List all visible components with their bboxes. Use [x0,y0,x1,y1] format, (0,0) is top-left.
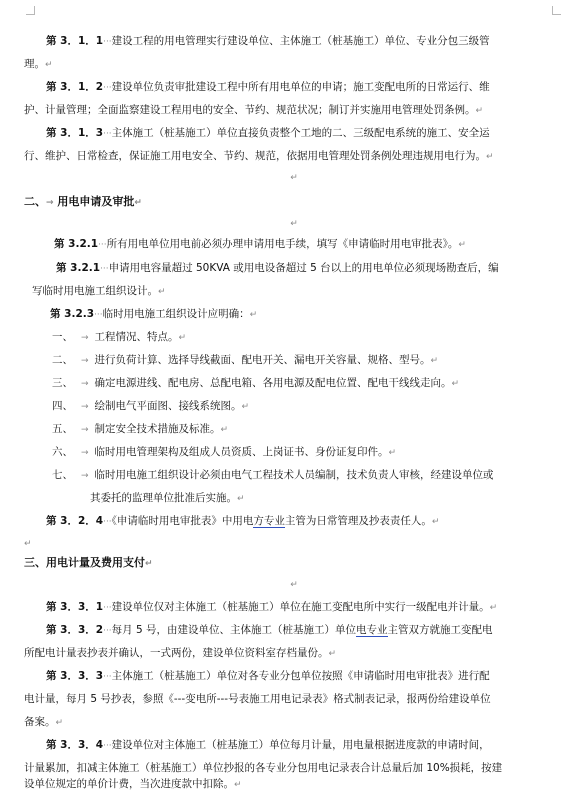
list-item: 二、 → 进行负荷计算、选择导线截面、配电开关、漏电开关容量、规格、型号。↵ [52,354,439,366]
paragraph-3-2-4: 第 3．2．4···《申请临时用电审批表》中用电方专业主管为日常管理及抄表责任人。↵ [46,515,440,527]
paragraph-3-3-2-cont: 所配电计量表抄表并确认，一式两份，建设单位资料室存档量份。↵ [24,647,337,659]
page-corner-mark [26,6,35,15]
paragraph-3-1-2-cont: 护、计量管理；全面监察建设工程用电的安全、节约、规范状况；制订并实施用电管理处罚条例。↵ [24,104,484,116]
paragraph-3-2-1-b-cont: 写临时用电施工组织设计。↵ [32,285,166,297]
empty-paragraph: ↵ [290,580,298,590]
empty-paragraph: ↵ [290,173,298,183]
list-item: 四、 → 绘制电气平面图、接线系统图。↵ [52,400,250,412]
paragraph-3-3-4: 第 3．3．4···建设单位对主体施工（桩基施工）单位每月计量，用电量根据进度款的申请时间， [46,739,490,751]
empty-paragraph: ↵ [24,539,32,549]
paragraph-3-3-3: 第 3．3．3···主体施工（桩基施工）单位对各专业分包单位按照《申请临时用电审批表》进行配 [46,670,490,682]
paragraph-3-1-3: 第 3．1．3···主体施工（桩基施工）单位直接负责整个工地的二、三级配电系统的施工、安全运 [46,127,490,139]
paragraph-3-1-3-cont: 行、维护、日常检查，保证施工用电安全、节约、规范，依据用电管理处罚条例处理违规用电行为。↵ [24,150,494,162]
paragraph-3-1-1: 第 3．1．1···建设工程的用电管理实行建设单位、主体施工（桩基施工）单位、专业分包三级管 [46,35,490,47]
list-item: 五、 → 制定安全技术措施及标准。↵ [52,423,229,435]
list-item: 一、 → 工程情况、特点。↵ [52,331,187,343]
paragraph-3-2-3: 第 3.2.3···临时用电施工组织设计应明确：↵ [50,308,258,320]
paragraph-3-2-1: 第 3.2.1···所有用电单位用电前必须办理申请用电手续，填写《申请临时用电审批表》。↵ [54,238,466,250]
paragraph-3-3-4-cont: 计量累加，扣减主体施工（桩基施工）单位抄报的各专业分包用电记录表合计总量后加 10%损耗，按建 [24,762,503,774]
paragraph-3-3-1: 第 3．3．1···建设单位仅对主体施工（桩基施工）单位在施工变配电所中实行一级配电并计量。↵ [46,601,498,613]
paragraph-3-1-2: 第 3．1．2···建设单位负责审批建设工程中所有用电单位的申请；施工变配电所的日常运行、维 [46,81,490,93]
paragraph-3-3-2: 第 3．3．2···每月 5 号，由建设单位、主体施工（桩基施工）单位电专业主管双方就施工变配电 [46,624,493,636]
section-heading-2: 二、→ 用电申请及审批↵ [24,195,142,208]
section-heading-3: 三、用电计量及费用支付↵ [24,556,153,569]
list-item-cont: 其委托的监理单位批准后实施。↵ [90,492,245,504]
paragraph-3-1-1-cont: 理。↵ [24,58,53,70]
paragraph-3-3-4-cont: 设单位规定的单价计费，当次进度款中扣除。↵ [24,778,242,790]
list-item: 六、 → 临时用电管理架构及组成人员资质、上岗证书、身份证复印件。↵ [52,446,397,458]
list-item: 三、 → 确定电源进线、配电房、总配电箱、各用电源及配电位置、配电干线线走向。↵ [52,377,460,389]
list-item: 七、 → 临时用电施工组织设计必须由电气工程技术人员编制，技术负责人审核，经建设单位或 [52,469,494,481]
empty-paragraph: ↵ [290,219,298,229]
paragraph-3-2-1-b: 第 3.2.1···申请用电容量超过 50KVA 或用电设备超过 5 台以上的用电单位必须现场勘查后，编 [56,262,499,274]
paragraph-3-3-3-cont: 电计量，每月 5 号抄表，参照《---变电所---号表施工用电记录表》格式制表记录，报两份给建设单位 [24,693,491,705]
page-corner-mark [552,6,561,15]
paragraph-3-3-3-cont: 备案。↵ [24,716,64,728]
